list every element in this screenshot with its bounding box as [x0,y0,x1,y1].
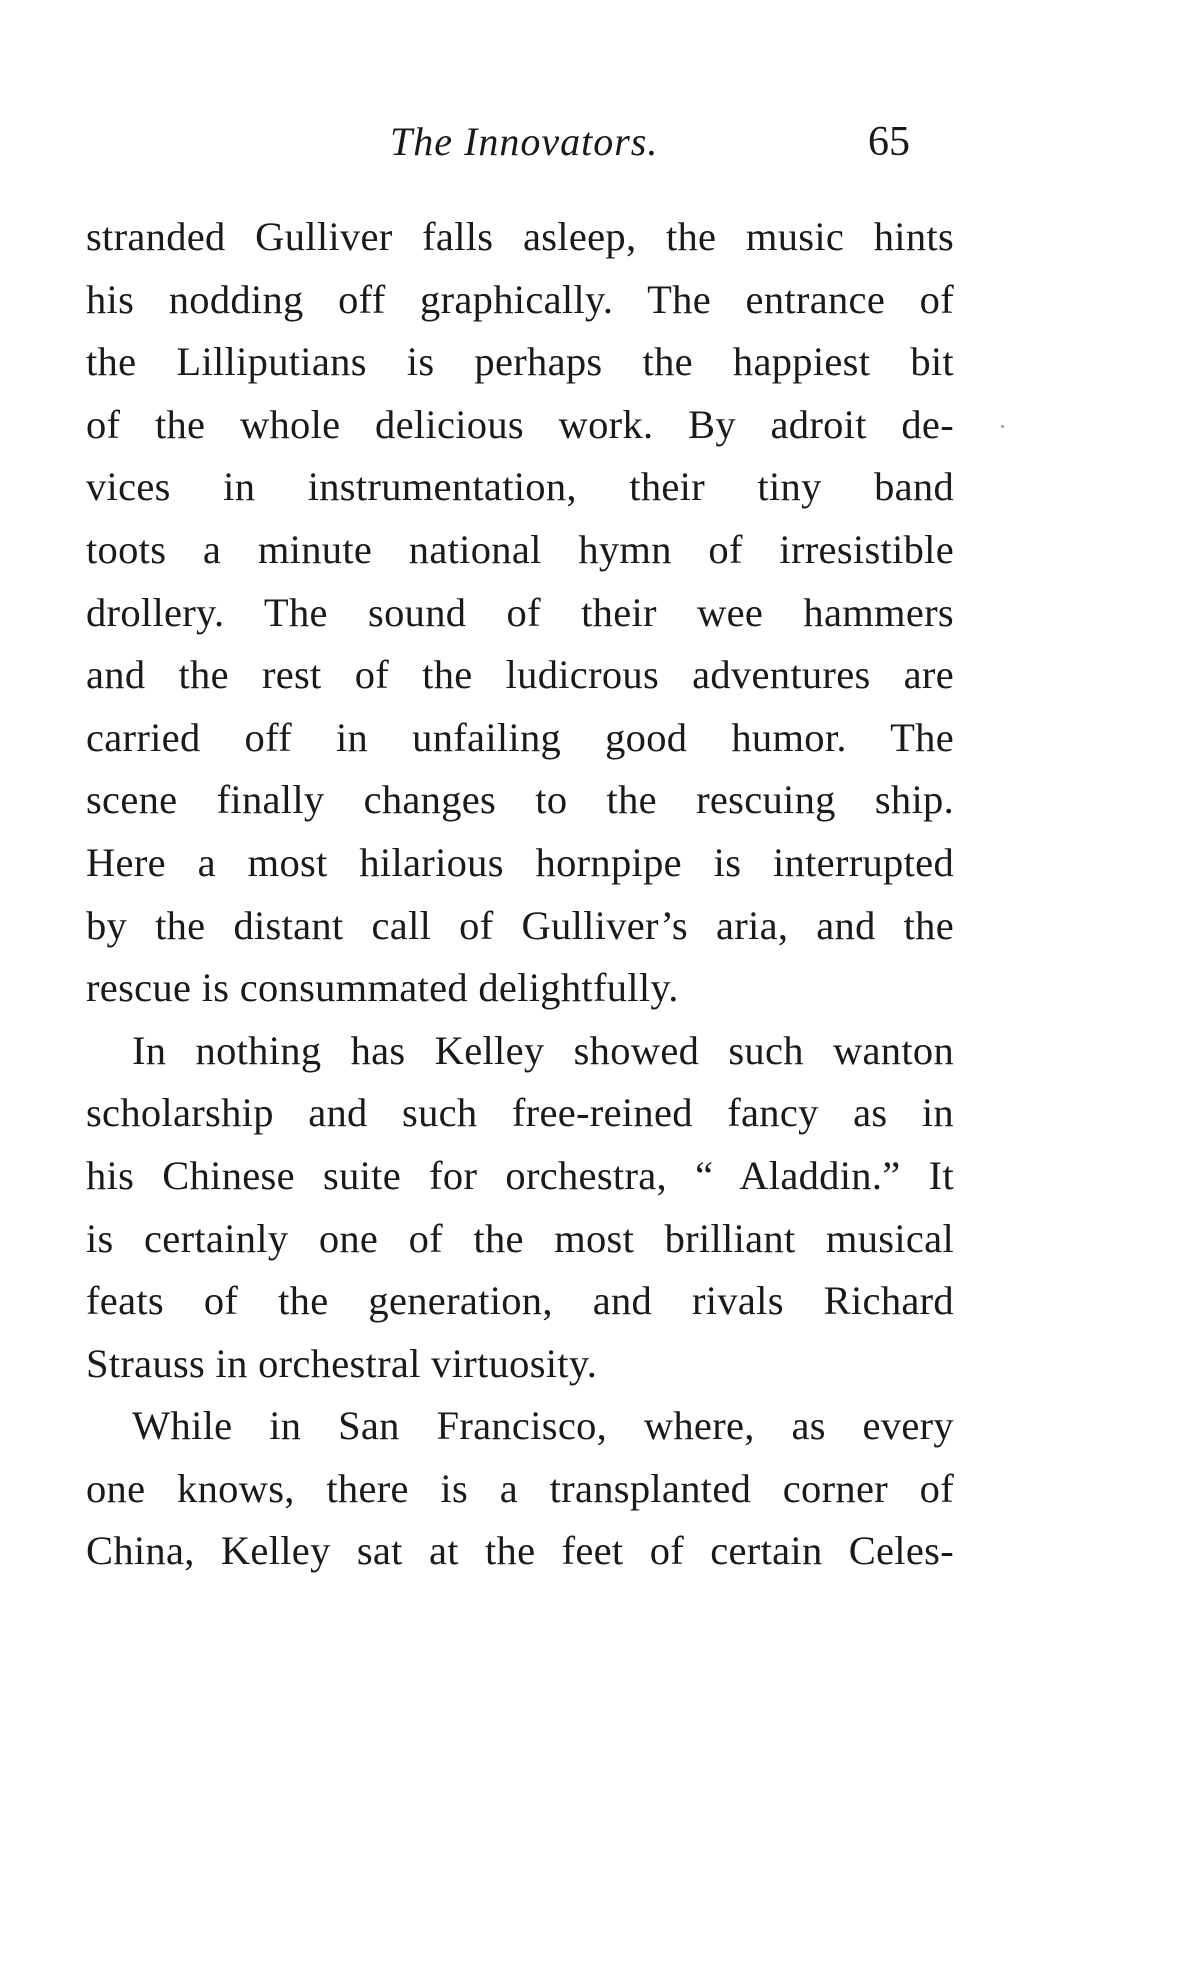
page-number: 65 [868,119,910,165]
text-line: Here a most hilarious hornpipe is interrupted [86,839,954,885]
text-line: his nodding off graphically. The entrance of [86,276,954,322]
paragraph [86,206,954,1020]
margin-speck [1001,425,1004,428]
text-line: In nothing has Kelley showed such wanton [132,1027,954,1073]
text-line: stranded Gulliver falls asleep, the music hints [86,214,954,259]
running-head [0,118,1199,178]
text-line: Strauss in orchestral virtuosity. [86,1340,598,1386]
text-line: While in San Francisco, where, as every [132,1403,954,1449]
running-head-title: The Innovators. [390,119,659,164]
text-line: rescue is consummated delightfully. [86,965,679,1011]
text-line: the Lilliputians is perhaps the happiest bit [86,339,954,385]
text-line: by the distant call of Gulliver’s aria, and the [86,902,954,948]
body-text [86,206,954,1583]
text-line: China, Kelley sat at the feet of certain Celes- [86,1528,954,1574]
text-line: of the whole delicious work. By adroit de- [86,401,954,447]
text-line: toots a minute national hymn of irresistible [86,526,954,572]
text-line: feats of the generation, and rivals Richard [86,1278,954,1324]
paragraph [86,1395,954,1583]
text-line: one knows, there is a transplanted corner of [86,1465,954,1511]
text-line: is certainly one of the most brilliant musical [86,1215,954,1261]
text-line: vices in instrumentation, their tiny band [86,464,954,510]
paragraph [86,1020,954,1396]
text-line: carried off in unfailing good humor. The [86,714,954,760]
text-line: scene finally changes to the rescuing ship. [86,777,954,823]
text-line: his Chinese suite for orchestra, “ Aladdin.” It [86,1152,954,1198]
text-line: scholarship and such free-reined fancy as in [86,1090,954,1136]
text-line: drollery. The sound of their wee hammers [86,589,954,635]
text-line: and the rest of the ludicrous adventures are [86,652,954,698]
